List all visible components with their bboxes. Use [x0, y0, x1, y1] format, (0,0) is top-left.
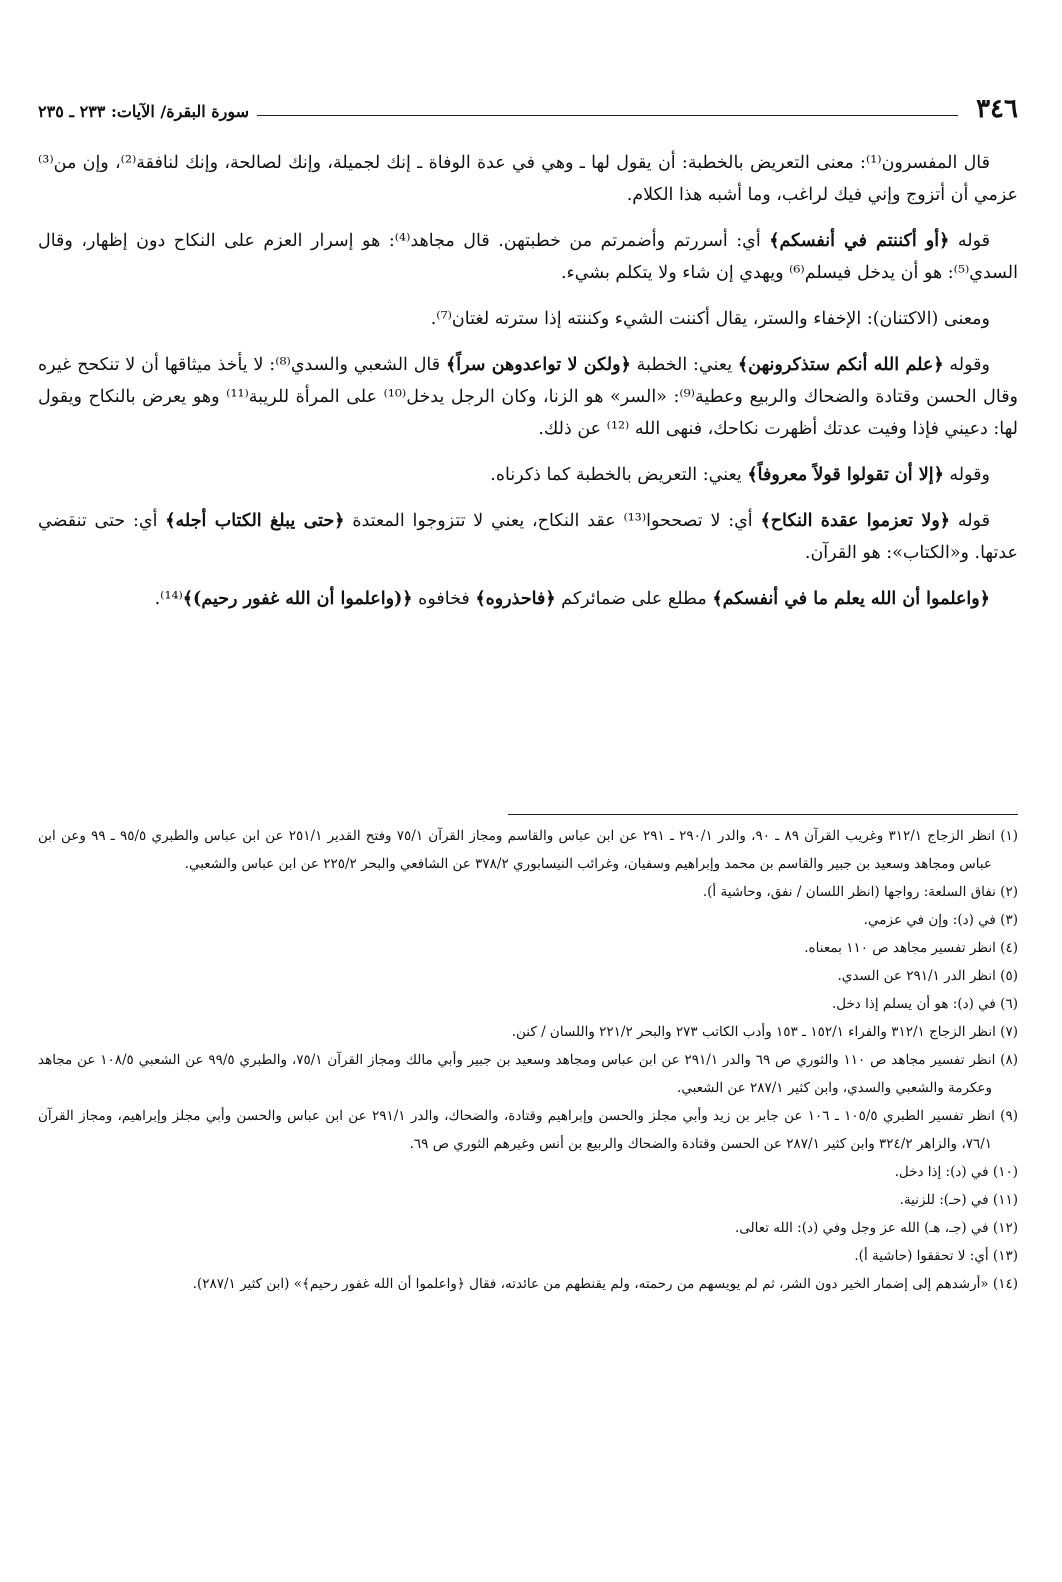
paragraph-text: أي: أسررتم وأضمرتم من خطبتهن. قال مجاهد⁽⁴⁾: هو إسرار العزم على النكاح دون إظهار، وقال السدي⁽⁵⁾: هو أن يدخل فيسلم⁽⁶⁾ ويهدي إن شاء ولا يتكلم بشيء. — [38, 231, 1018, 283]
quran-quote: ﴿علم الله أنكم ستذكرونهن﴾ — [737, 355, 944, 375]
paragraph-text: مطلع على ضمائركم — [561, 589, 707, 609]
page-number: ٣٤٦ — [976, 94, 1018, 124]
footnote-4: (٤) انظر تفسير مجاهد ص ١١٠ بمعناه. — [804, 940, 1018, 956]
paragraph-text: فخافوه — [418, 589, 470, 609]
page-header — [38, 92, 1018, 122]
paragraph-text: يعني: التعريض بالخطبة كما ذكرناه. — [490, 465, 742, 485]
paragraph-4 — [38, 349, 1018, 445]
footnote-marker: ⁽¹⁴⁾. — [154, 589, 183, 609]
lead-word: وقوله — [949, 465, 990, 485]
footnote-11: (١١) في (حـ): للزنية. — [899, 1192, 1018, 1208]
footnote-7: (٧) انظر الزجاج ٣١٢/١ والفراء ١٥٢/١ ـ ١٥٣ وأدب الكاتب ٢٧٣ والبحر ٢٢١/٢ واللسان / كنن. — [511, 1024, 1018, 1040]
footnote-6: (٦) في (د): هو أن يسلم إذا دخل. — [831, 996, 1018, 1012]
footnote-2: (٢) نفاق السلعة: رواجها (انظر اللسان / نفق، وحاشية أ). — [702, 884, 1018, 900]
footnote-9: (٩) انظر تفسير الطبري ١٠٥/٥ ـ ١٠٦ عن جابر بن زيد وأبي مجلز والحسن وإبراهيم وقتادة، والضحاك، والدر ٢٩١/١ عن ابن عباس والحسن وأبي مجلز وإبراهيم، ومجاز القرآن ٧٦/١، والزاهر ٣٢٤/٢ وابن كثير ٢٨٧/١ عن الحسن وقتادة والضحاك والربيع بن أنس وغيرهم الثوري ص ٦٩. — [38, 1108, 1018, 1152]
quran-quote: ﴿(واعلموا أن الله غفور رحيم)﴾ — [182, 589, 413, 609]
quran-quote: ﴿فاحذروه﴾ — [475, 589, 556, 609]
quran-quote: ﴿حتى يبلغ الكتاب أجله﴾ — [165, 511, 345, 531]
quran-quote: ﴿ولكن لا تواعدوهن سراً﴾ — [445, 355, 631, 375]
running-title: سورة البقرة/ الآيات: ٢٣٣ ـ ٢٣٥ — [38, 102, 250, 121]
footnote-12: (١٢) في (جـ، هـ) الله عز وجل وفي (د): الله تعالى. — [734, 1220, 1018, 1236]
footnote-5: (٥) انظر الدر ٢٩١/١ عن السدي. — [837, 968, 1018, 984]
paragraph-7 — [38, 583, 1018, 615]
paragraph-6 — [38, 505, 1018, 569]
paragraph-text: يعني: الخطبة — [636, 355, 733, 375]
quran-quote: ﴿واعلموا أن الله يعلم ما في أنفسكم﴾ — [712, 589, 990, 609]
footnote-1: (١) انظر الزجاج ٣١٢/١ وغريب القرآن ٨٩ ـ ٩٠، والدر ٢٩٠/١ ـ ٢٩١ عن ابن عباس والقاسم ومجاز القرآن ٧٥/١ وفتح القدير ٢٥١/١ عن ابن عباس والطبري ٩٥/٥ ـ ٩٩ وعن ابن عباس ومجاهد وسعيد بن جبير والقاسم بن محمد وإبراهيم وسفيان، وغرائب النيسابوري ٣٧٨/٢ عن الشافعي والبحر ٢٢٥/٢ عن ابن عباس والشعبي. — [38, 828, 1019, 872]
quran-quote: ﴿أو أكننتم في أنفسكم﴾ — [769, 231, 950, 251]
paragraph-text: أي: حتى تنقضي عدتها. و«الكتاب»: هو القرآن. — [38, 511, 1018, 563]
lead-word: وقوله — [949, 355, 990, 375]
footnote-separator — [508, 814, 1018, 815]
footnote-3: (٣) في (د): وإن في عزمي. — [863, 912, 1018, 928]
lead-word: قوله — [957, 511, 990, 531]
paragraph-1: قال المفسرون⁽¹⁾: معنى التعريض بالخطبة: أن يقول لها ـ وهي في عدة الوفاة ـ إنك لجميلة، وإنك لصالحة، وإنك لنافقة⁽²⁾، وإن من⁽³⁾ عزمي أن أتزوج وإني فيك لراغب، وما أشبه هذا الكلام. — [38, 153, 1018, 205]
paragraph-3: ومعنى (الاكتنان): الإخفاء والستر، يقال أكننت الشيء وكننته إذا سترته لغتان⁽⁷⁾. — [430, 309, 990, 329]
paragraph-5 — [38, 459, 1018, 491]
main-text — [38, 147, 1018, 629]
paragraph-text: قال الشعبي والسدي⁽⁸⁾: لا يأخذ ميثاقها أن لا تنكحح غيره وقال الحسن وقتادة والضحاك والربيع وعطية⁽⁹⁾: «السر» هو الزنا، وكان الرجل يدخل⁽¹⁰⁾ على المرأة للريبة⁽¹¹⁾ وهو يعرض بالنكاح ويقول لها: دعيني فإذا وفيت عدتك أظهرت نكاحك، فنهى الله ⁽¹²⁾ عن ذلك. — [38, 355, 1019, 439]
footnote-10: (١٠) في (د): إذا دخل. — [894, 1164, 1018, 1180]
quran-quote: ﴿إلا أن تقولوا قولاً معروفاً﴾ — [747, 465, 944, 485]
footnote-14: (١٤) «أرشدهم إلى إضمار الخير دون الشر، ثم لم يويسهم من رحمته، ولم يقنطهم من عائدته، فقال ﴿واعلموا أن الله غفور رحيم﴾» (ابن كثير ٢٨٧/١). — [192, 1276, 1018, 1292]
lead-word: قوله — [957, 231, 990, 251]
footnote-8: (٨) انظر تفسير مجاهد ص ١١٠ والثوري ص ٦٩ والدر ٢٩١/١ عن ابن عباس ومجاهد وسعيد بن جبير وأبي مالك ومجاز القرآن ٧٥/١، والطبري ٩٩/٥ عن الشعبي ١٠٨/٥ عن مجاهد وعكرمة والشعبي والسدي، وابن كثير ٢٨٧/١ عن الشعبي. — [38, 1052, 1018, 1096]
quran-quote: ﴿ولا تعزموا عقدة النكاح﴾ — [760, 511, 951, 531]
footnotes — [38, 822, 1018, 1298]
paragraph-2 — [38, 225, 1018, 289]
header-rule — [257, 115, 958, 116]
footnote-13: (١٣) أي: لا تحققوا (حاشية أ). — [854, 1248, 1018, 1264]
paragraph-text: أي: لا تصححوا⁽¹³⁾ عقد النكاح، يعني لا تتزوجوا المعتدة — [352, 511, 753, 531]
